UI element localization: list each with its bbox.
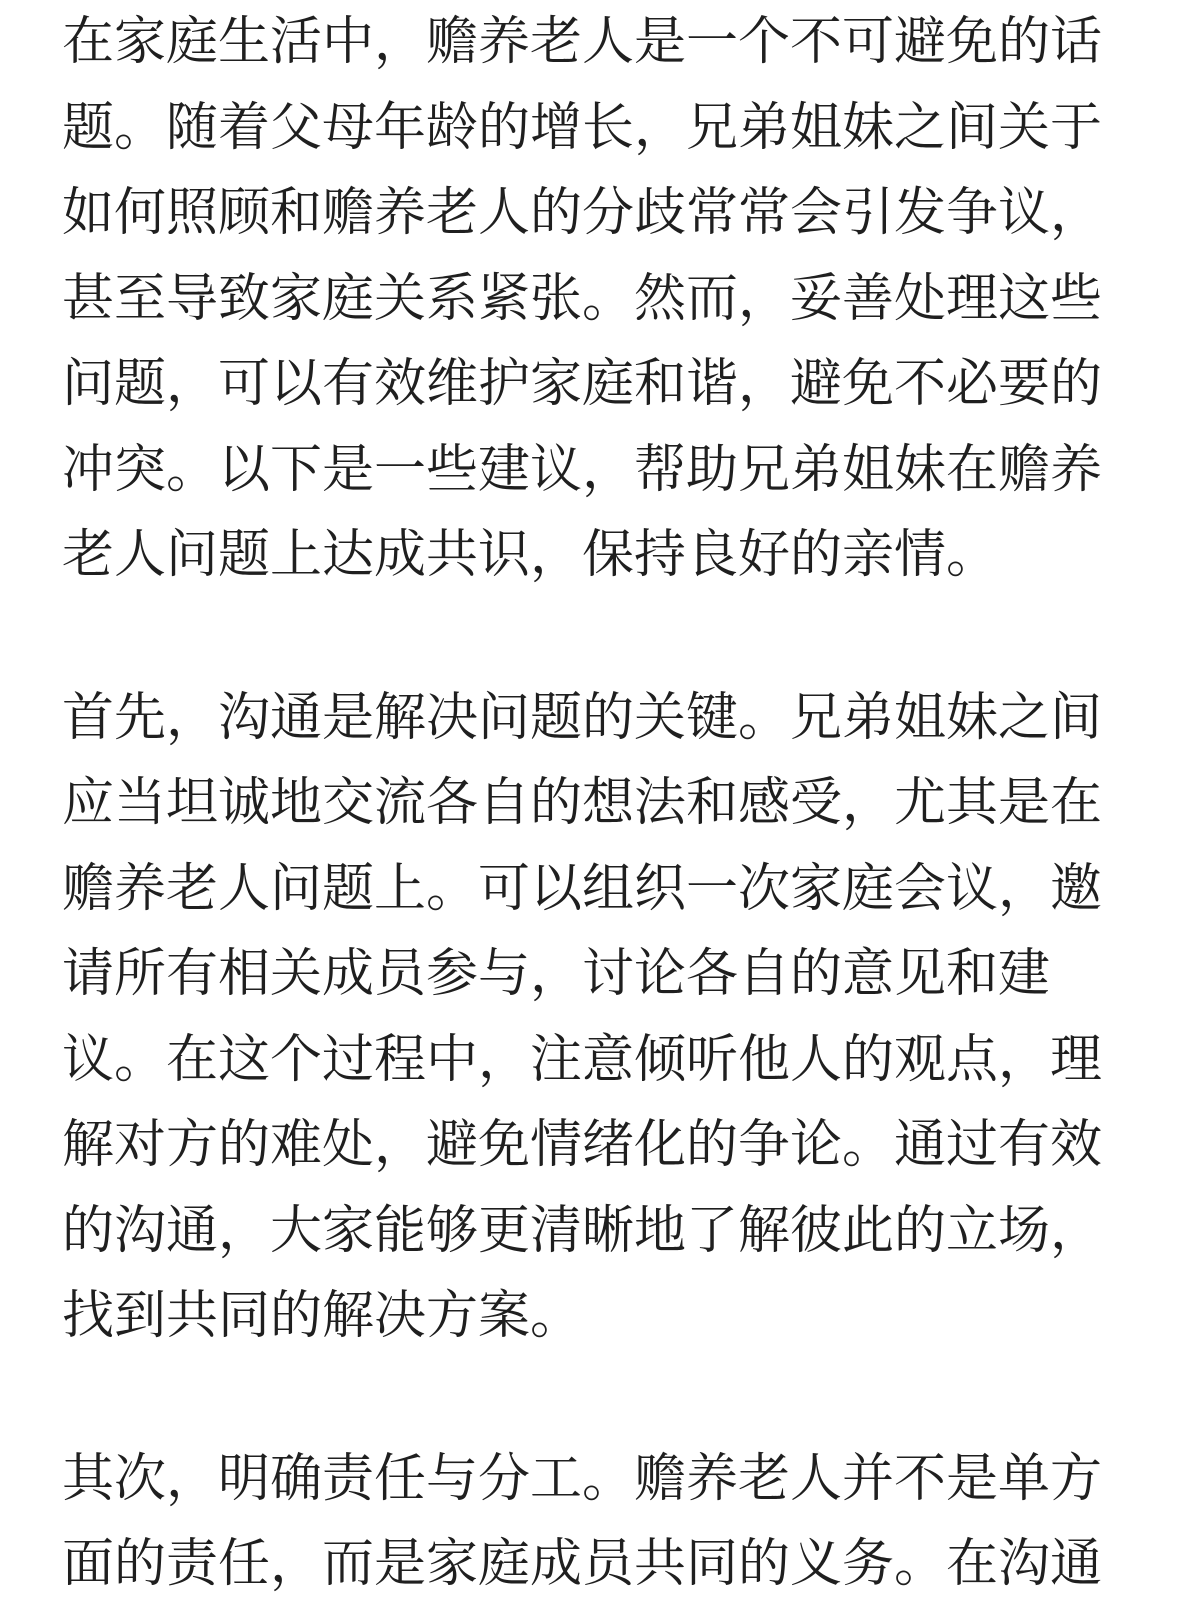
text-line: 的沟通，大家能够更清晰地了解彼此的立场，	[62, 1200, 1103, 1261]
article-body	[62, 0, 1118, 1608]
text-line: 题。随着父母年龄的增长，兄弟姐妹之间关于	[62, 97, 1103, 158]
text-line: 应当坦诚地交流各自的想法和感受，尤其是在	[62, 773, 1103, 833]
paragraph-responsibility	[62, 1437, 1118, 1608]
text-line: 甚至导致家庭关系紧张。然而，妥善处理这些	[62, 268, 1103, 329]
text-line: 赡养老人问题上。可以组织一次家庭会议，邀	[62, 858, 1103, 919]
text-line: 面的责任，而是家庭成员共同的义务。在沟通	[62, 1534, 1103, 1594]
text-line: 议。在这个过程中，注意倾听他人的观点，理	[62, 1029, 1103, 1090]
text-line: 其次，明确责任与分工。赡养老人并不是单方	[62, 1448, 1103, 1509]
text-line: 首先，沟通是解决问题的关键。兄弟姐妹之间	[62, 687, 1103, 748]
text-line: 如何照顾和赡养老人的分歧常常会引发争议，	[62, 183, 1103, 243]
text-line: 在家庭生活中，赡养老人是一个不可避免的话	[62, 12, 1103, 72]
paragraph-intro	[62, 0, 1118, 599]
text-line: 请所有相关成员参与，讨论各自的意见和建	[62, 944, 1051, 1004]
text-line: 冲突。以下是一些建议，帮助兄弟姐妹在赡养	[62, 439, 1103, 500]
text-line: 老人问题上达成共识，保持良好的亲情。	[62, 525, 999, 585]
text-line: 找到共同的解决方案。	[62, 1286, 583, 1346]
paragraph-communication	[62, 676, 1118, 1360]
text-line: 问题，可以有效维护家庭和谐，避免不必要的	[62, 354, 1103, 414]
text-line: 解对方的难处，避免情绪化的争论。通过有效	[62, 1115, 1103, 1175]
